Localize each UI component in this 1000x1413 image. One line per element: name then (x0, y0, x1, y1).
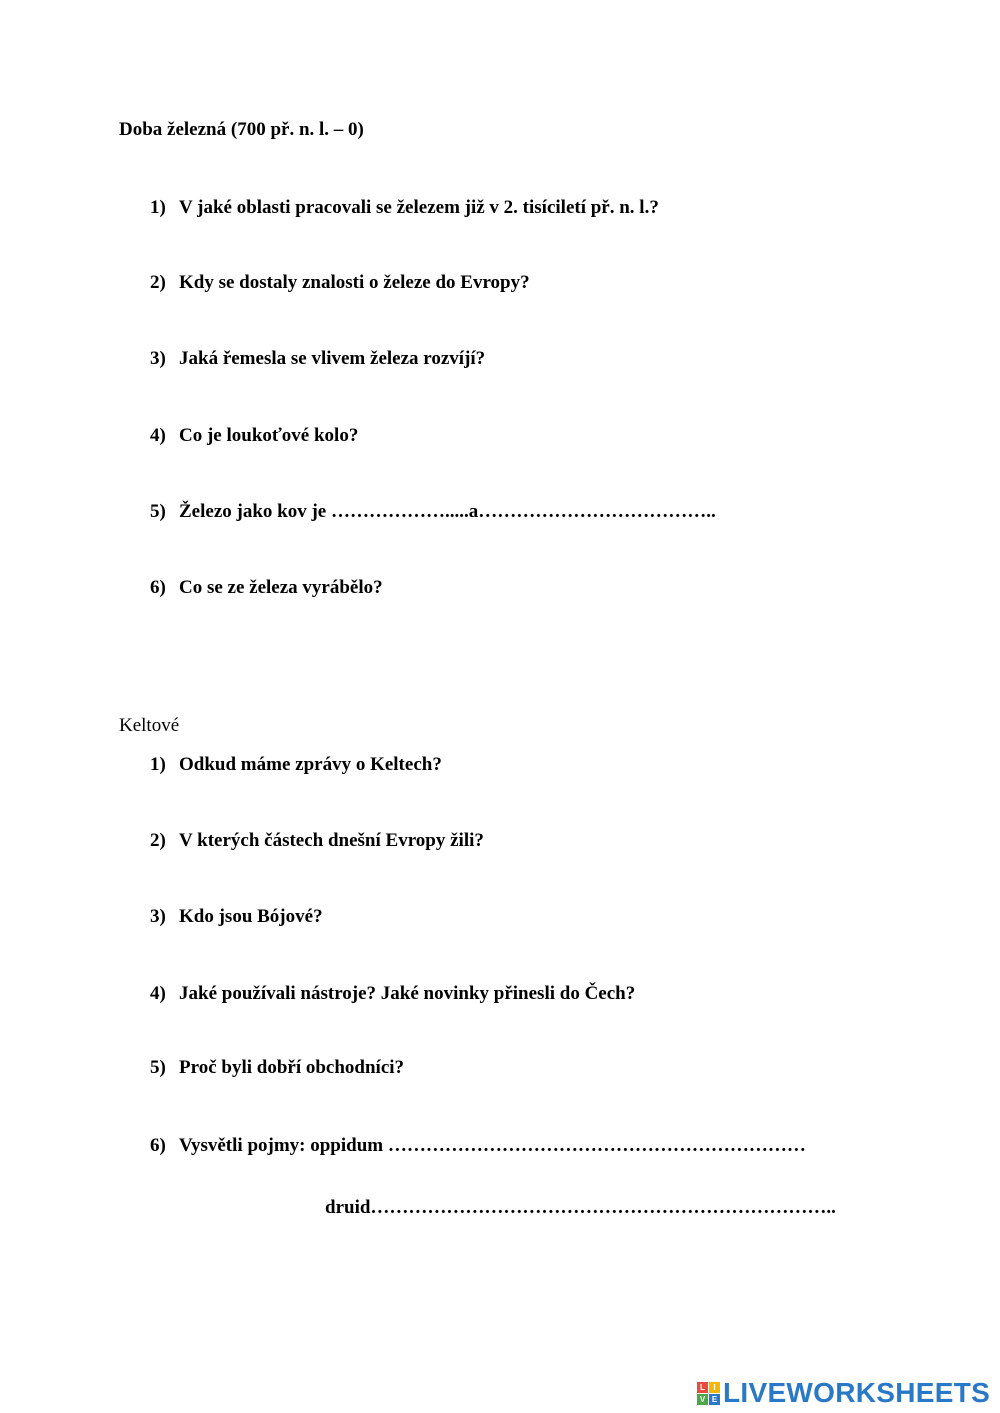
liveworksheets-wordmark: LIVEWORKSHEETS (723, 1377, 991, 1408)
liveworksheets-logo-icon (697, 1382, 720, 1405)
question-5 (150, 501, 716, 523)
question-number: 5) (150, 1057, 166, 1078)
question-text: V jaké oblasti pracovali se železem již v 2. tisíciletí př. n. l.? (179, 197, 659, 218)
question-text: Vysvětli pojmy: oppidum ………………………………………………………… (179, 1135, 806, 1156)
question-text: Co je loukoťové kolo? (179, 425, 359, 446)
logo-tile: V (697, 1394, 708, 1405)
question-number: 6) (150, 1135, 166, 1156)
question-4 (150, 425, 358, 447)
question-text: Železo jako kov je ……………….....a……………………………….. (179, 501, 716, 522)
logo-tile: E (709, 1394, 720, 1405)
question-2 (150, 272, 530, 294)
question-number: 5) (150, 501, 166, 522)
question-6 (150, 577, 383, 599)
question-number: 3) (150, 348, 166, 369)
question-text: Kdo jsou Bójové? (179, 906, 323, 927)
question-5 (150, 1057, 404, 1079)
question-text: Jaké používali nástroje? Jaké novinky přinesli do Čech? (179, 983, 636, 1004)
question-number: 1) (150, 754, 166, 775)
question-6 (150, 1135, 806, 1157)
question-text: Kdy se dostaly znalosti o železe do Evropy? (179, 272, 530, 293)
question-1 (150, 197, 659, 219)
question-text: Odkud máme zprávy o Keltech? (179, 754, 442, 775)
question-text: Proč byli dobří obchodníci? (179, 1057, 405, 1078)
logo-tile: L (697, 1382, 708, 1393)
question-number: 3) (150, 906, 166, 927)
logo-tile: I (709, 1382, 720, 1393)
question-1 (150, 754, 442, 776)
question-text: Co se ze železa vyrábělo? (179, 577, 383, 598)
question-2 (150, 830, 484, 852)
section-title-iron-age: Doba železná (700 př. n. l. – 0) (119, 119, 364, 140)
question-number: 4) (150, 425, 166, 446)
question-text: Jaká řemesla se vlivem železa rozvíjí? (179, 348, 486, 369)
question-number: 1) (150, 197, 166, 218)
question-3 (150, 906, 323, 928)
question-number: 2) (150, 272, 166, 293)
liveworksheets-logo (697, 1376, 990, 1410)
question-4 (150, 983, 635, 1005)
question-number: 4) (150, 983, 166, 1004)
section-title-celts: Keltové (119, 715, 180, 736)
question-number: 6) (150, 577, 166, 598)
druid-answer-line: druid……………………………………………………………….. (325, 1197, 836, 1218)
question-3 (150, 348, 485, 370)
question-number: 2) (150, 830, 166, 851)
question-text: V kterých částech dnešní Evropy žili? (179, 830, 484, 851)
